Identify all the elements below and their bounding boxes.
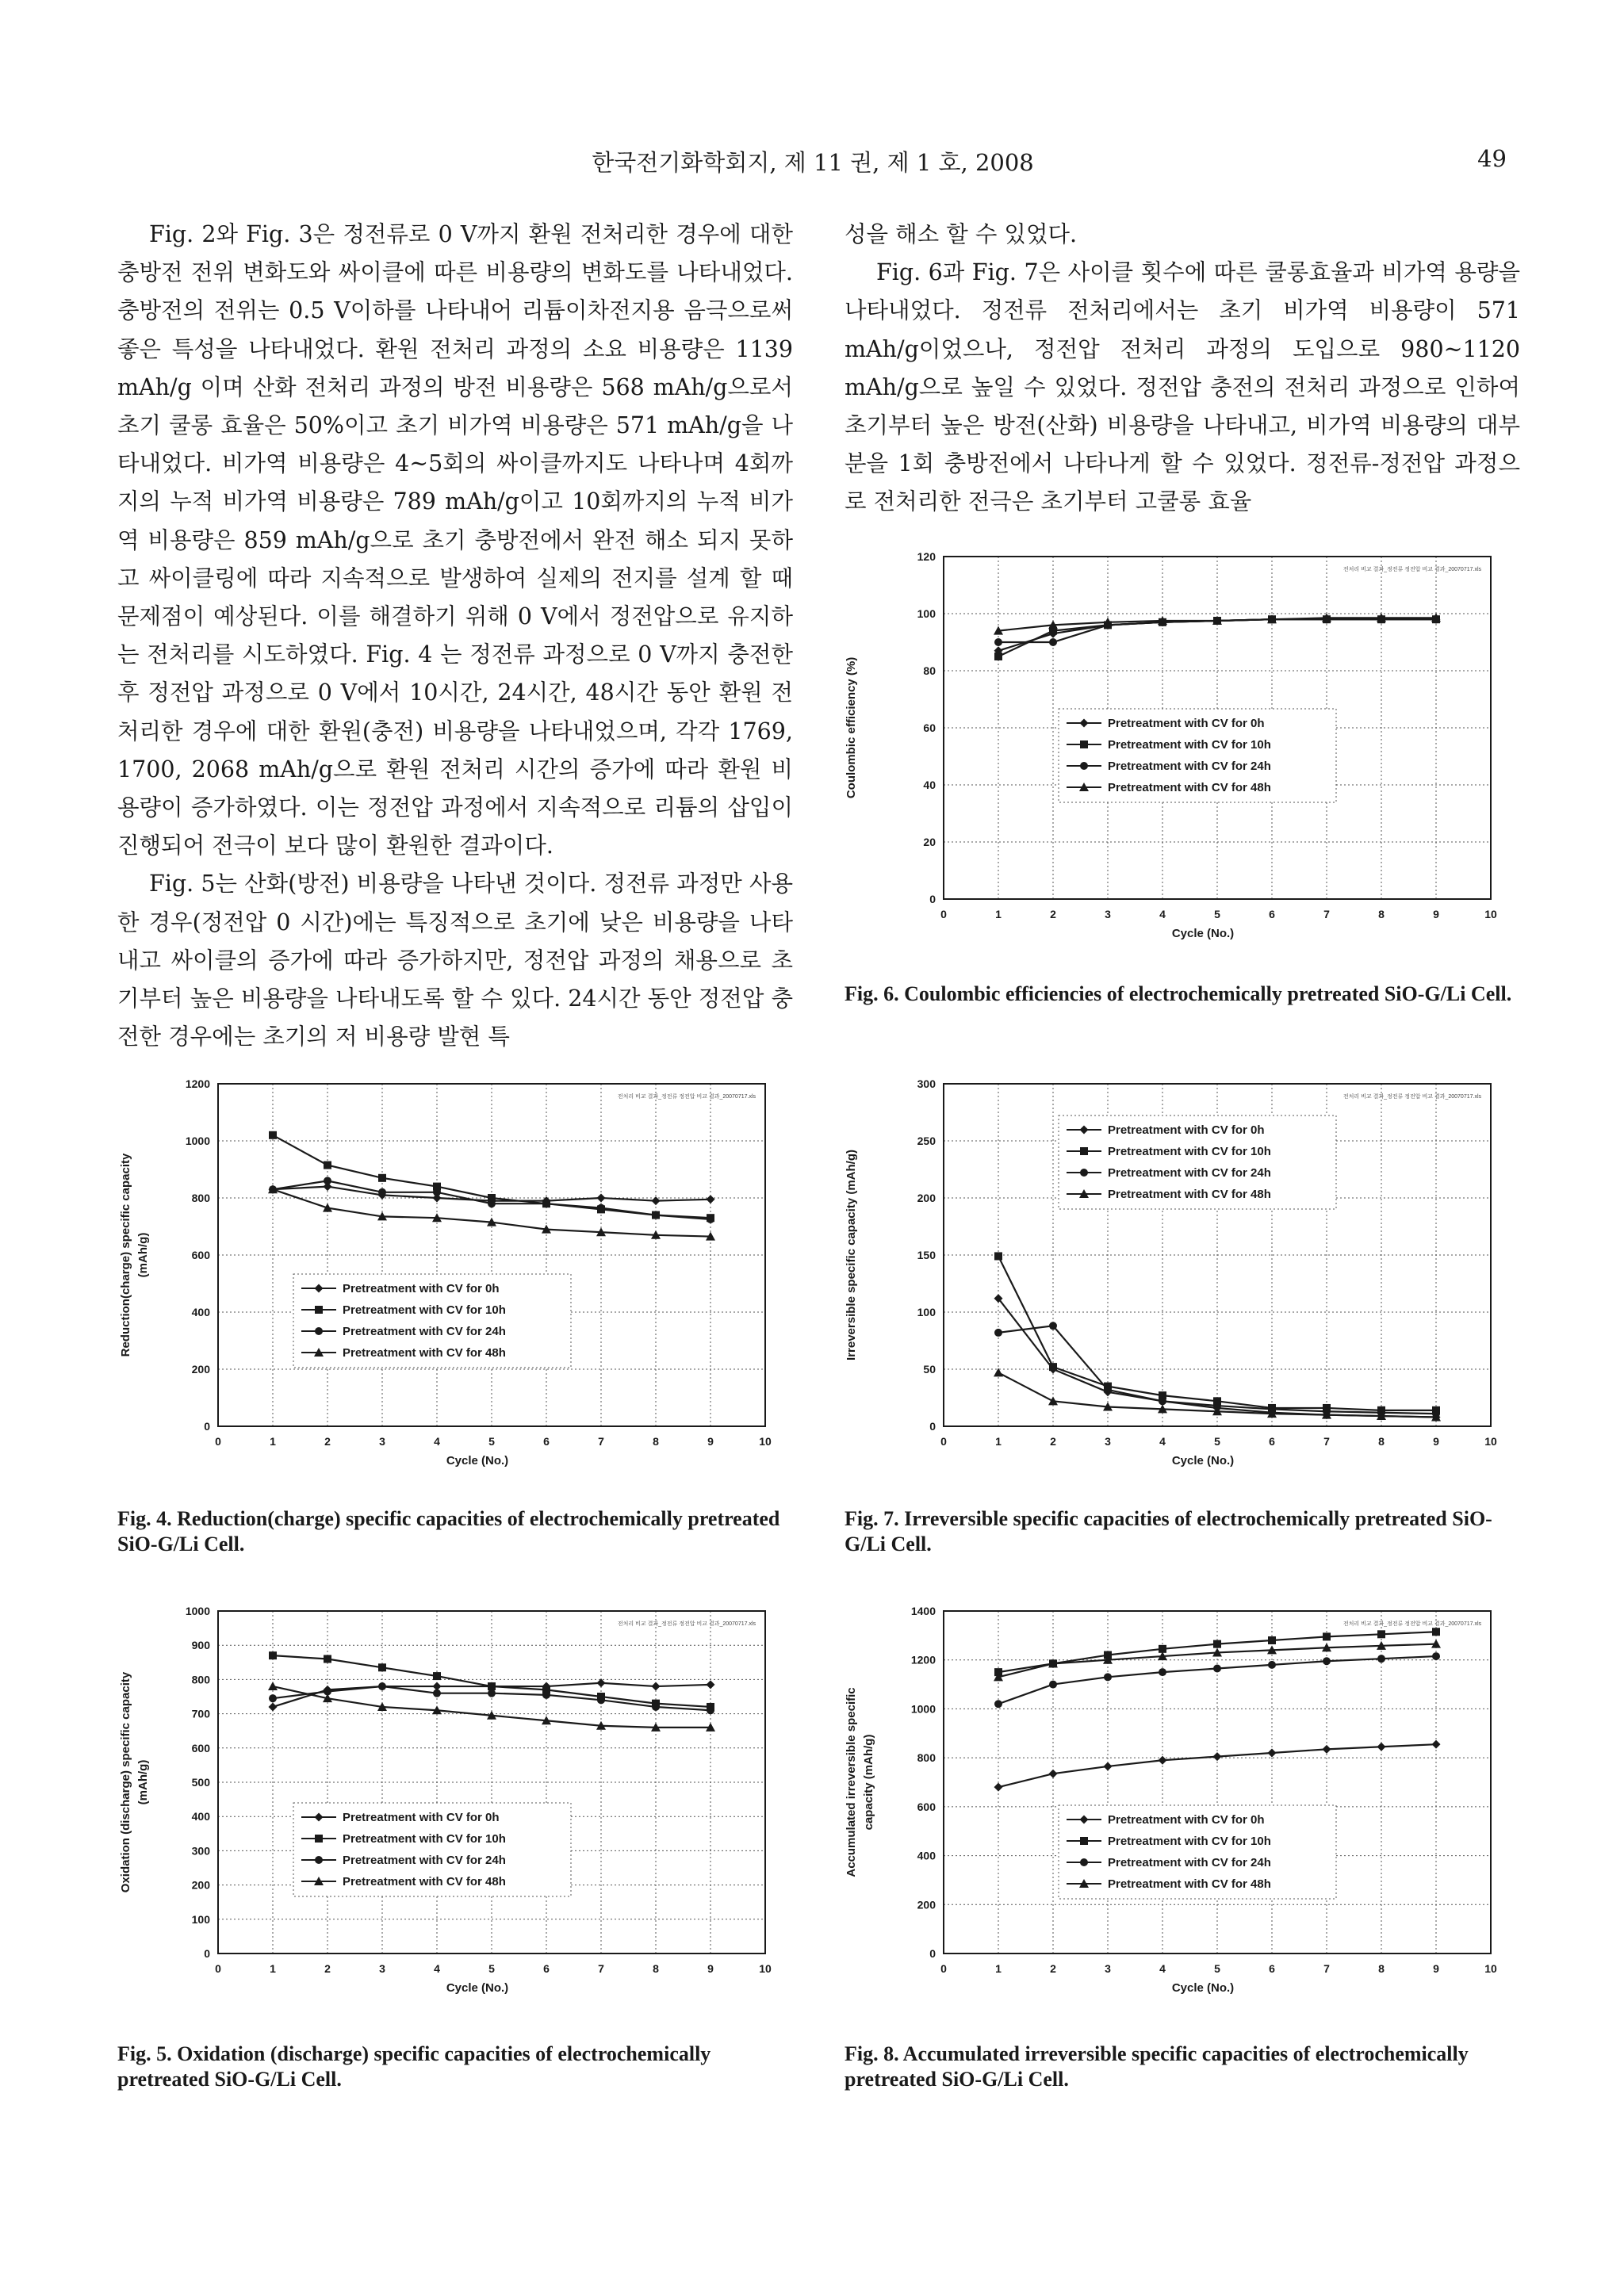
legend-label: Pretreatment with CV for 10h bbox=[1108, 738, 1271, 752]
data-point-circle bbox=[269, 1694, 277, 1702]
data-point-square bbox=[1049, 1363, 1057, 1371]
grid bbox=[218, 1611, 765, 1954]
data-point-diamond bbox=[994, 1783, 1003, 1792]
y-tick-label: 900 bbox=[191, 1639, 210, 1652]
legend-label: Pretreatment with CV for 0h bbox=[1108, 1813, 1265, 1827]
y-tick-label: 400 bbox=[191, 1810, 210, 1823]
data-point-triangle bbox=[994, 1368, 1003, 1376]
data-point-square bbox=[269, 1651, 277, 1659]
data-point-diamond bbox=[1104, 1762, 1113, 1770]
x-axis-title: Cycle (No.) bbox=[1171, 1981, 1235, 1995]
y-tick-label: 200 bbox=[917, 1898, 936, 1911]
data-point-square bbox=[1268, 1636, 1276, 1644]
figure-5 bbox=[99, 1601, 813, 2030]
y-tick-label: 300 bbox=[191, 1844, 210, 1858]
accumulated-irreversible-chart bbox=[825, 1601, 1538, 2030]
y-tick-label: 0 bbox=[929, 893, 936, 905]
data-point-circle bbox=[1080, 1169, 1088, 1177]
x-tick-label: 8 bbox=[1378, 908, 1385, 920]
figure-6-caption: Fig. 6. Coulombic efficiencies of electrochemically pretreated SiO-G/Li Cell. bbox=[845, 982, 1512, 1005]
y-tick-label: 100 bbox=[917, 607, 936, 620]
x-tick-label: 3 bbox=[379, 1435, 385, 1448]
data-point-diamond bbox=[1159, 1756, 1167, 1765]
x-tick-label: 1 bbox=[995, 1962, 1002, 1975]
x-tick-label: 10 bbox=[759, 1435, 772, 1448]
data-point-circle bbox=[1432, 1652, 1440, 1660]
x-tick-label: 9 bbox=[1433, 1435, 1439, 1448]
data-point-square bbox=[994, 652, 1002, 660]
x-tick-label: 1 bbox=[270, 1435, 276, 1448]
grid bbox=[218, 1084, 765, 1426]
data-point-diamond bbox=[1432, 1740, 1441, 1749]
coulombic-efficiency-chart bbox=[825, 547, 1538, 975]
y-tick-label: 700 bbox=[191, 1707, 210, 1720]
legend bbox=[1059, 1805, 1336, 1899]
data-point-circle bbox=[652, 1211, 660, 1219]
data-point-diamond bbox=[1213, 1752, 1222, 1761]
legend-label: Pretreatment with CV for 48h bbox=[1108, 781, 1271, 794]
data-point-circle bbox=[433, 1689, 441, 1697]
y-tick-label: 200 bbox=[191, 1363, 210, 1376]
legend-label: Pretreatment with CV for 10h bbox=[343, 1303, 506, 1317]
y-tick-label: 100 bbox=[917, 1306, 936, 1318]
data-point-square bbox=[315, 1306, 323, 1314]
irreversible-capacity-chart bbox=[825, 1074, 1538, 1487]
y-tick-label: 0 bbox=[204, 1420, 210, 1433]
oxidation-capacity-chart bbox=[99, 1601, 813, 2030]
series-square bbox=[269, 1651, 714, 1711]
y-tick-label: 500 bbox=[191, 1776, 210, 1789]
x-tick-label: 0 bbox=[215, 1962, 221, 1975]
x-tick-label: 8 bbox=[1378, 1962, 1385, 1975]
data-point-circle bbox=[1104, 1673, 1112, 1681]
legend-label: Pretreatment with CV for 10h bbox=[1108, 1835, 1271, 1848]
x-tick-label: 6 bbox=[543, 1435, 550, 1448]
x-tick-label: 2 bbox=[1050, 1962, 1056, 1975]
data-point-square bbox=[1323, 1632, 1331, 1640]
y-tick-label: 1200 bbox=[910, 1653, 936, 1667]
x-tick-label: 6 bbox=[1269, 908, 1275, 920]
data-point-square bbox=[1080, 1147, 1088, 1155]
data-point-circle bbox=[1080, 762, 1088, 770]
x-tick-label: 10 bbox=[1484, 1962, 1497, 1975]
y-tick-label: 80 bbox=[923, 664, 936, 677]
y-tick-label: 400 bbox=[917, 1849, 936, 1862]
data-point-diamond bbox=[269, 1702, 278, 1711]
paragraph: 성을 해소 할 수 있었다. bbox=[845, 221, 1078, 247]
y-tick-label: 600 bbox=[191, 1741, 210, 1755]
x-tick-label: 0 bbox=[940, 1962, 947, 1975]
x-tick-label: 9 bbox=[1433, 908, 1439, 920]
data-point-circle bbox=[433, 1188, 441, 1196]
data-point-circle bbox=[488, 1200, 496, 1207]
x-tick-label: 0 bbox=[940, 1435, 947, 1448]
x-tick-label: 2 bbox=[324, 1435, 331, 1448]
y-tick-label: 400 bbox=[191, 1306, 210, 1318]
running-header bbox=[0, 145, 1624, 177]
data-point-circle bbox=[597, 1204, 605, 1212]
data-point-diamond bbox=[1268, 1748, 1277, 1757]
y-tick-label: 1000 bbox=[910, 1702, 936, 1716]
x-tick-label: 4 bbox=[1159, 1435, 1166, 1448]
y-tick-label: 1400 bbox=[910, 1605, 936, 1617]
y-tick-label: 40 bbox=[923, 779, 936, 791]
data-point-circle bbox=[324, 1177, 331, 1184]
x-tick-label: 10 bbox=[759, 1962, 772, 1975]
y-tick-label: 50 bbox=[923, 1363, 936, 1376]
data-point-diamond bbox=[597, 1194, 606, 1203]
data-point-square bbox=[994, 1252, 1002, 1260]
data-point-diamond bbox=[1049, 1770, 1058, 1778]
file-note: 전처리 비교 결과_정전류 정전압 비교 결과_20070717.xls bbox=[1342, 1094, 1481, 1100]
series-triangle bbox=[268, 1184, 715, 1240]
x-tick-label: 7 bbox=[598, 1435, 604, 1448]
data-point-circle bbox=[378, 1188, 386, 1196]
x-tick-label: 7 bbox=[1323, 1962, 1330, 1975]
y-tick-label: 600 bbox=[191, 1249, 210, 1261]
x-axis-title: Cycle (No.) bbox=[446, 1981, 509, 1995]
y-tick-label: 250 bbox=[917, 1135, 936, 1147]
figure-7-caption: Fig. 7. Irreversible specific capacities of electrochemically pretreated SiO-G/Li Cell. bbox=[845, 1507, 1492, 1556]
x-tick-label: 6 bbox=[1269, 1962, 1275, 1975]
legend-label: Pretreatment with CV for 24h bbox=[1108, 1166, 1271, 1180]
y-tick-label: 0 bbox=[929, 1947, 936, 1960]
x-tick-label: 7 bbox=[598, 1962, 604, 1975]
y-tick-label: 1000 bbox=[185, 1135, 210, 1147]
y-tick-label: 600 bbox=[917, 1800, 936, 1813]
x-tick-label: 5 bbox=[1214, 1435, 1220, 1448]
legend-label: Pretreatment with CV for 0h bbox=[1108, 717, 1265, 730]
data-point-circle bbox=[652, 1703, 660, 1711]
x-tick-label: 1 bbox=[995, 1435, 1002, 1448]
page-number: 49 bbox=[1477, 145, 1507, 172]
x-tick-label: 5 bbox=[1214, 1962, 1220, 1975]
y-axis-title: Oxidation (discharge) specific capacity bbox=[119, 1671, 132, 1893]
x-axis-title: Cycle (No.) bbox=[446, 1454, 509, 1468]
data-point-triangle bbox=[268, 1682, 278, 1690]
data-point-square bbox=[1432, 1628, 1440, 1636]
y-tick-label: 1200 bbox=[185, 1077, 210, 1090]
x-tick-label: 6 bbox=[1269, 1435, 1275, 1448]
paragraph: Fig. 6과 Fig. 7은 사이클 횟수에 따른 쿨롱효율과 비가역 용량을 나타내었다. 정전류 전처리에서는 초기 비가역 비용량이 571 mAh/g이었으나, 정전압 전처리 과정의 도입으로 980~1120 mAh/g으로 높일 수 있었다. 정전압 충전의 전처리 과정으로 인하여 초기부터 높은 방전(산화) 비용량을 나타내고, 비가역 비용량의 대부분을 1회 충방전에서 나타나게 할 수 있었다. 정전류-정전압 과정으로 전처리한 전극은 초기부터 고쿨롱 효율 bbox=[845, 259, 1520, 515]
legend bbox=[1059, 709, 1336, 802]
x-tick-label: 3 bbox=[1105, 908, 1111, 920]
data-point-diamond bbox=[652, 1682, 661, 1691]
x-tick-label: 8 bbox=[653, 1435, 659, 1448]
legend-label: Pretreatment with CV for 0h bbox=[343, 1811, 500, 1824]
legend-label: Pretreatment with CV for 10h bbox=[1108, 1145, 1271, 1158]
x-tick-label: 2 bbox=[1050, 1435, 1056, 1448]
y-tick-label: 800 bbox=[191, 1192, 210, 1204]
figure-7 bbox=[825, 1074, 1538, 1487]
x-tick-label: 8 bbox=[653, 1962, 659, 1975]
file-note: 전처리 비교 결과_정전류 정전압 비교 결과_20070717.xls bbox=[1342, 1621, 1481, 1627]
data-point-circle bbox=[1049, 1681, 1057, 1689]
y-tick-label: 200 bbox=[191, 1878, 210, 1892]
data-point-circle bbox=[1104, 1386, 1112, 1394]
data-point-square bbox=[324, 1655, 331, 1663]
y-axis-title: capacity (mAh/g) bbox=[862, 1734, 875, 1831]
legend-label: Pretreatment with CV for 48h bbox=[343, 1875, 506, 1888]
data-point-square bbox=[433, 1672, 441, 1680]
journal-title: 한국전기화학회지, 제 11 권, 제 1 호, 2008 bbox=[592, 149, 1034, 176]
data-point-circle bbox=[378, 1682, 386, 1690]
x-tick-label: 7 bbox=[1323, 908, 1330, 920]
data-point-circle bbox=[994, 1329, 1002, 1337]
paragraph: Fig. 2와 Fig. 3은 정전류로 0 V까지 환원 전처리한 경우에 대한 충방전 전위 변화도와 싸이클에 따른 비용량의 변화도를 나타내었다. 충방전의 전위는 0.5 V이하를 나타내어 리튬이차전지용 음극으로써 좋은 특성을 나타내었다. 환원 전처리 과정의 소요 비용량은 1139 mAh/g 이며 산화 전처리 과정의 방전 비용량은 568 mAh/g으로서 초기 쿨롱 효율은 50%이고 초기 비가역 비용량은 571 mAh/g을 나타내었다. 비가역 비용량은 4~5회의 싸이클까지도 나타나며 4회까지의 누적 비가역 비용량은 789 mAh/g이고 10회까지의 누적 비가역 비용량은 859 mAh/g으로 초기 충방전에서 완전 해소 되지 못하고 싸이클링에 따라 지속적으로 발생하여 실제의 전지를 설계 할 때 문제점이 예상된다. 이를 해결하기 위해 0 V에서 정전압으로 유지하는 전처리를 시도하였다. Fig. 4 는 정전류 과정으로 0 V까지 충전한 후 정전압 과정으로 0 V에서 10시간, 24시간, 48시간 동안 환원 전처리한 경우에 대한 환원(충전) 비용량을 나타내었으며, 각각 1769, 1700, 2068 mAh/g으로 환원 전처리 시간의 증가에 따라 환원 비용량이 증가하였다. 이는 정전압 과정에서 지속적으로 리튬의 삽입이 진행되어 전극이 보다 많이 환원한 결과이다. bbox=[117, 221, 793, 859]
y-tick-label: 20 bbox=[923, 836, 936, 848]
x-tick-label: 0 bbox=[940, 908, 947, 920]
paragraph: Fig. 5는 산화(방전) 비용량을 나타낸 것이다. 정전류 과정만 사용한 경우(정전압 0 시간)에는 특징적으로 초기에 낮은 비용량을 나타내고 싸이클의 증가에 따라 증가하지만, 정전압 과정의 채용으로 초기부터 높은 비용량을 나타내도록 할 수 있다. 24시간 동안 정전압 충전한 경우에는 초기의 저 비용량 발현 특 bbox=[117, 871, 793, 1050]
figure-8-caption: Fig. 8. Accumulated irreversible specific capacities of electrochemically pretreated SiO-G/Li Cell. bbox=[845, 2042, 1469, 2091]
x-tick-label: 9 bbox=[1433, 1962, 1439, 1975]
data-point-square bbox=[324, 1161, 331, 1169]
figure-6 bbox=[825, 547, 1538, 975]
data-point-circle bbox=[1213, 1665, 1221, 1673]
data-point-square bbox=[315, 1835, 323, 1843]
legend bbox=[293, 1803, 571, 1896]
legend-label: Pretreatment with CV for 0h bbox=[343, 1282, 500, 1295]
x-tick-label: 10 bbox=[1484, 908, 1497, 920]
legend-label: Pretreatment with CV for 48h bbox=[1108, 1188, 1271, 1201]
grid bbox=[944, 1611, 1491, 1954]
data-point-circle bbox=[542, 1691, 550, 1699]
data-point-circle bbox=[1159, 1397, 1166, 1405]
file-note: 전처리 비교 결과_정전류 정전압 비교 결과_20070717.xls bbox=[1342, 567, 1481, 572]
data-point-diamond bbox=[1377, 1743, 1386, 1751]
x-tick-label: 9 bbox=[707, 1435, 714, 1448]
x-tick-label: 1 bbox=[270, 1962, 276, 1975]
y-tick-label: 200 bbox=[917, 1192, 936, 1204]
x-tick-label: 4 bbox=[1159, 1962, 1166, 1975]
data-point-square bbox=[488, 1682, 496, 1690]
legend bbox=[1059, 1115, 1336, 1209]
x-tick-label: 0 bbox=[215, 1435, 221, 1448]
y-tick-label: 1000 bbox=[185, 1605, 210, 1617]
y-axis-title: Coulombic efficiency (%) bbox=[845, 656, 858, 799]
x-axis-title: Cycle (No.) bbox=[1171, 927, 1235, 940]
legend-label: Pretreatment with CV for 10h bbox=[343, 1832, 506, 1846]
series-triangle bbox=[994, 613, 1441, 634]
data-point-circle bbox=[315, 1856, 323, 1864]
figure-4 bbox=[99, 1074, 813, 1487]
y-tick-label: 60 bbox=[923, 721, 936, 734]
data-point-square bbox=[378, 1663, 386, 1671]
x-tick-label: 6 bbox=[543, 1962, 550, 1975]
x-tick-label: 5 bbox=[1214, 908, 1220, 920]
data-point-diamond bbox=[707, 1680, 715, 1689]
data-point-square bbox=[1377, 1630, 1385, 1638]
y-tick-label: 300 bbox=[917, 1077, 936, 1090]
data-point-diamond bbox=[1323, 1745, 1331, 1754]
y-tick-label: 150 bbox=[917, 1249, 936, 1261]
x-axis-title: Cycle (No.) bbox=[1171, 1454, 1235, 1468]
y-axis-title: Reduction(charge) specific capacity bbox=[119, 1153, 132, 1357]
data-point-circle bbox=[542, 1200, 550, 1207]
legend-label: Pretreatment with CV for 24h bbox=[1108, 1856, 1271, 1869]
x-tick-label: 2 bbox=[324, 1962, 331, 1975]
x-tick-label: 8 bbox=[1378, 1435, 1385, 1448]
data-point-circle bbox=[1323, 1657, 1331, 1665]
x-tick-label: 4 bbox=[434, 1435, 440, 1448]
data-point-circle bbox=[1049, 638, 1057, 646]
data-point-circle bbox=[1049, 1322, 1057, 1330]
data-point-circle bbox=[1159, 1668, 1166, 1676]
x-tick-label: 5 bbox=[488, 1435, 495, 1448]
x-tick-label: 10 bbox=[1484, 1435, 1497, 1448]
x-tick-label: 3 bbox=[1105, 1962, 1111, 1975]
legend-label: Pretreatment with CV for 0h bbox=[1108, 1123, 1265, 1137]
x-tick-label: 9 bbox=[707, 1962, 714, 1975]
x-tick-label: 3 bbox=[379, 1962, 385, 1975]
y-tick-label: 120 bbox=[917, 550, 936, 563]
data-point-square bbox=[1080, 740, 1088, 748]
x-tick-label: 4 bbox=[1159, 908, 1166, 920]
y-axis-title: (mAh/g) bbox=[136, 1232, 150, 1278]
file-note: 전처리 비교 결과_정전류 정전압 비교 결과_20070717.xls bbox=[617, 1094, 756, 1100]
data-point-square bbox=[1080, 1837, 1088, 1845]
reduction-capacity-chart bbox=[99, 1074, 813, 1487]
data-point-circle bbox=[1268, 1661, 1276, 1669]
legend-label: Pretreatment with CV for 24h bbox=[1108, 760, 1271, 773]
x-tick-label: 1 bbox=[995, 908, 1002, 920]
figure-5-caption: Fig. 5. Oxidation (discharge) specific capacities of electrochemically pretreated SiO-G/Li Cell. bbox=[117, 2042, 711, 2091]
data-point-circle bbox=[994, 1700, 1002, 1708]
data-point-circle bbox=[1080, 1858, 1088, 1866]
x-tick-label: 4 bbox=[434, 1962, 440, 1975]
y-tick-label: 0 bbox=[204, 1947, 210, 1960]
file-note: 전처리 비교 결과_정전류 정전압 비교 결과_20070717.xls bbox=[617, 1621, 756, 1627]
data-point-circle bbox=[707, 1706, 714, 1714]
data-point-circle bbox=[707, 1215, 714, 1223]
y-tick-label: 0 bbox=[929, 1420, 936, 1433]
left-text-column bbox=[117, 216, 793, 1056]
x-tick-label: 5 bbox=[488, 1962, 495, 1975]
y-axis-title: Irreversible specific capacity (mAh/g) bbox=[845, 1150, 858, 1360]
x-tick-label: 3 bbox=[1105, 1435, 1111, 1448]
right-text-column bbox=[845, 216, 1520, 522]
legend-label: Pretreatment with CV for 48h bbox=[1108, 1877, 1271, 1891]
data-point-diamond bbox=[707, 1195, 715, 1203]
legend-label: Pretreatment with CV for 24h bbox=[343, 1854, 506, 1867]
x-tick-label: 2 bbox=[1050, 908, 1056, 920]
data-point-square bbox=[378, 1174, 386, 1182]
data-point-square bbox=[1213, 1640, 1221, 1648]
y-axis-title: (mAh/g) bbox=[136, 1759, 150, 1805]
data-point-square bbox=[269, 1131, 277, 1139]
figure-8 bbox=[825, 1601, 1538, 2030]
y-tick-label: 100 bbox=[191, 1912, 210, 1926]
y-tick-label: 800 bbox=[917, 1751, 936, 1765]
data-point-circle bbox=[1377, 1655, 1385, 1663]
data-point-circle bbox=[488, 1689, 496, 1697]
y-axis-title: Accumulated irreversible specific bbox=[845, 1687, 858, 1877]
legend-label: Pretreatment with CV for 48h bbox=[343, 1346, 506, 1360]
legend-label: Pretreatment with CV for 24h bbox=[343, 1325, 506, 1338]
data-point-circle bbox=[994, 638, 1002, 646]
figure-4-caption: Fig. 4. Reduction(charge) specific capacities of electrochemically pretreated SiO-G/Li Cell. bbox=[117, 1507, 780, 1556]
y-tick-label: 800 bbox=[191, 1673, 210, 1686]
legend bbox=[293, 1274, 571, 1368]
data-point-circle bbox=[315, 1327, 323, 1335]
x-tick-label: 7 bbox=[1323, 1435, 1330, 1448]
data-point-circle bbox=[597, 1696, 605, 1704]
